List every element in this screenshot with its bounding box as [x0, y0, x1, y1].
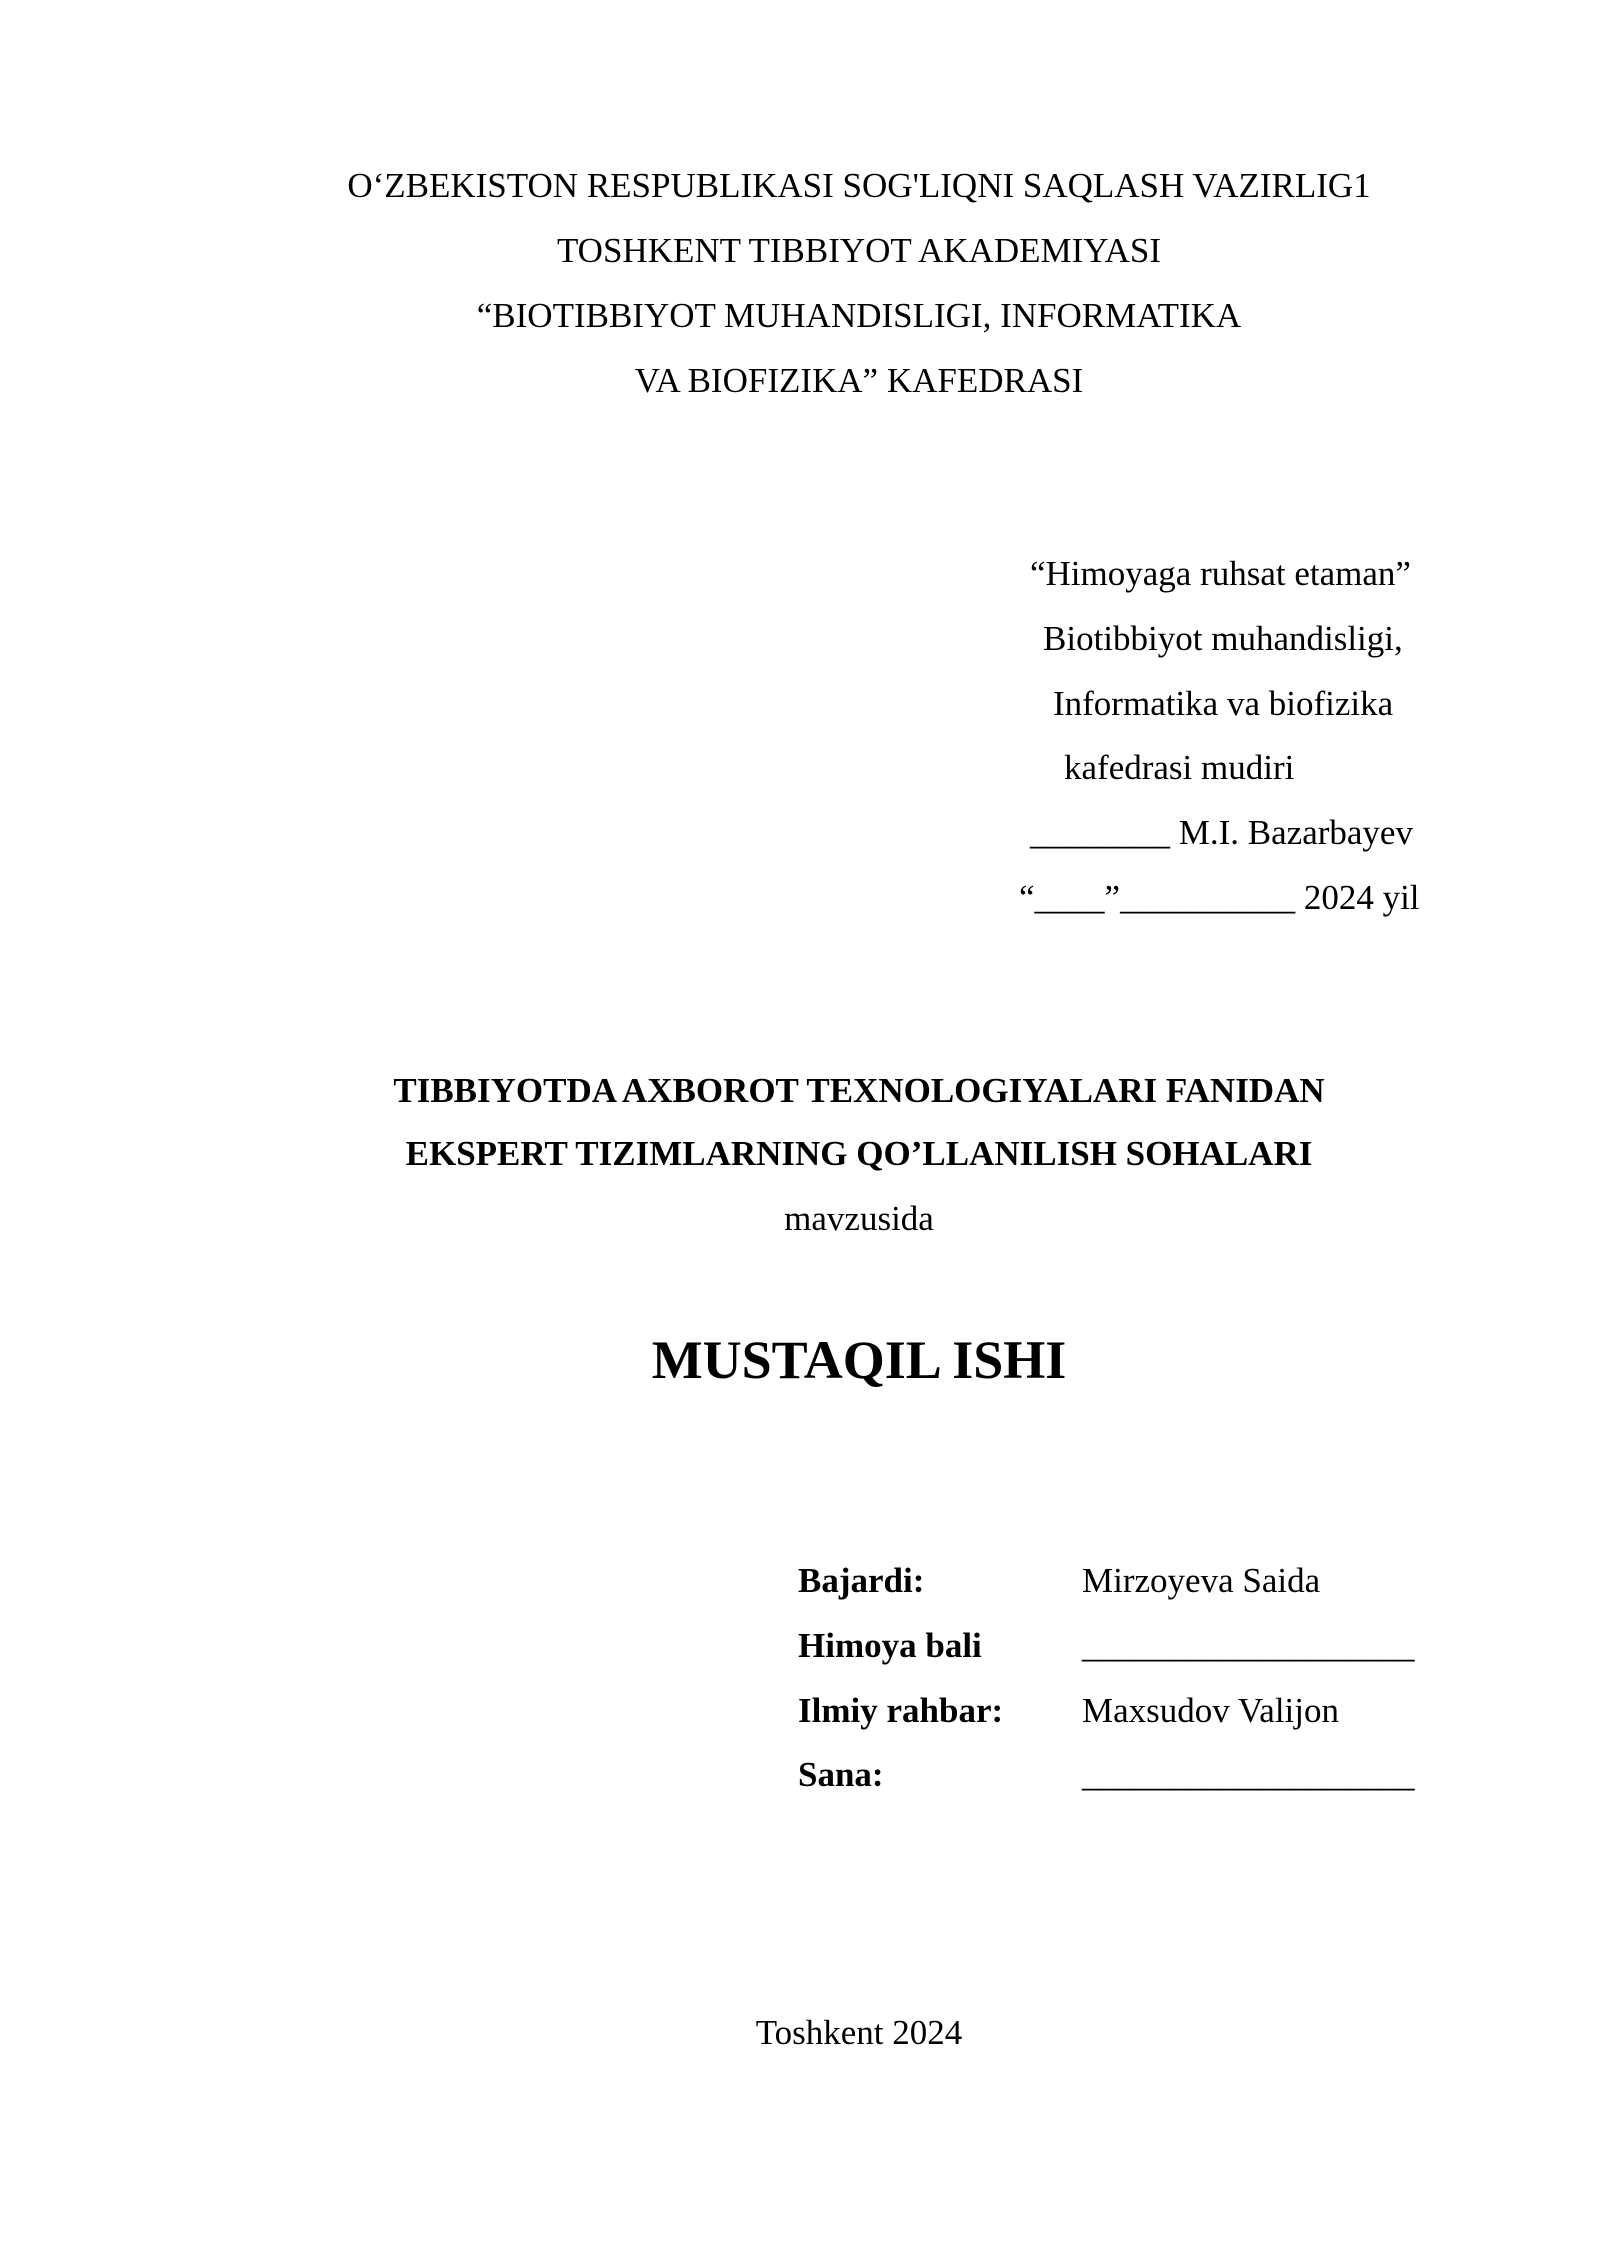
- topic-suffix: mavzusida: [784, 1199, 934, 1238]
- city-year: Toshkent 2024: [755, 2013, 963, 2052]
- info-label-performer: Bajardi:: [798, 1561, 925, 1600]
- info-label-date: Sana:: [798, 1755, 884, 1794]
- info-label-supervisor: Ilmiy rahbar:: [798, 1691, 1004, 1730]
- document-title: MUSTAQIL ISHI: [651, 1330, 1067, 1390]
- subject-title: TIBBIYOTDA AXBOROT TEXNOLOGIYALARI FANIDAN: [393, 1071, 1325, 1110]
- topic-title: EKSPERT TIZIMLARNING QO’LLANILISH SOHALARI: [405, 1134, 1313, 1173]
- info-value-date: ___________________: [1082, 1755, 1415, 1794]
- approval-title: “Himoyaga ruhsat etaman”: [1030, 554, 1411, 593]
- department-name-line2: VA BIOFIZIKA” KAFEDRASI: [634, 361, 1084, 400]
- ministry-name: O‘ZBEKISTON RESPUBLIKASI SOG'LIQNI SAQLASH VAZIRLIG1: [347, 166, 1371, 205]
- info-label-grade: Himoya bali: [798, 1626, 982, 1665]
- academy-name: TOSHKENT TIBBIYOT AKADEMIYASI: [556, 231, 1162, 270]
- approval-date: “____”__________ 2024 yil: [1019, 878, 1420, 917]
- approval-position-line2: Informatika va biofizika: [1053, 684, 1394, 723]
- info-value-supervisor: Maxsudov Valijon: [1082, 1691, 1339, 1730]
- department-name-line1: “BIOTIBBIYOT MUHANDISLIGI, INFORMATIKA: [476, 296, 1242, 335]
- info-value-performer: Mirzoyeva Saida: [1082, 1561, 1321, 1600]
- approval-signature: ________ M.I. Bazarbayev: [1030, 813, 1413, 852]
- approval-position-line1: Biotibbiyot muhandisligi,: [1043, 619, 1403, 658]
- info-value-grade: ___________________: [1082, 1626, 1415, 1665]
- approval-position-line3: kafedrasi mudiri: [1064, 748, 1295, 787]
